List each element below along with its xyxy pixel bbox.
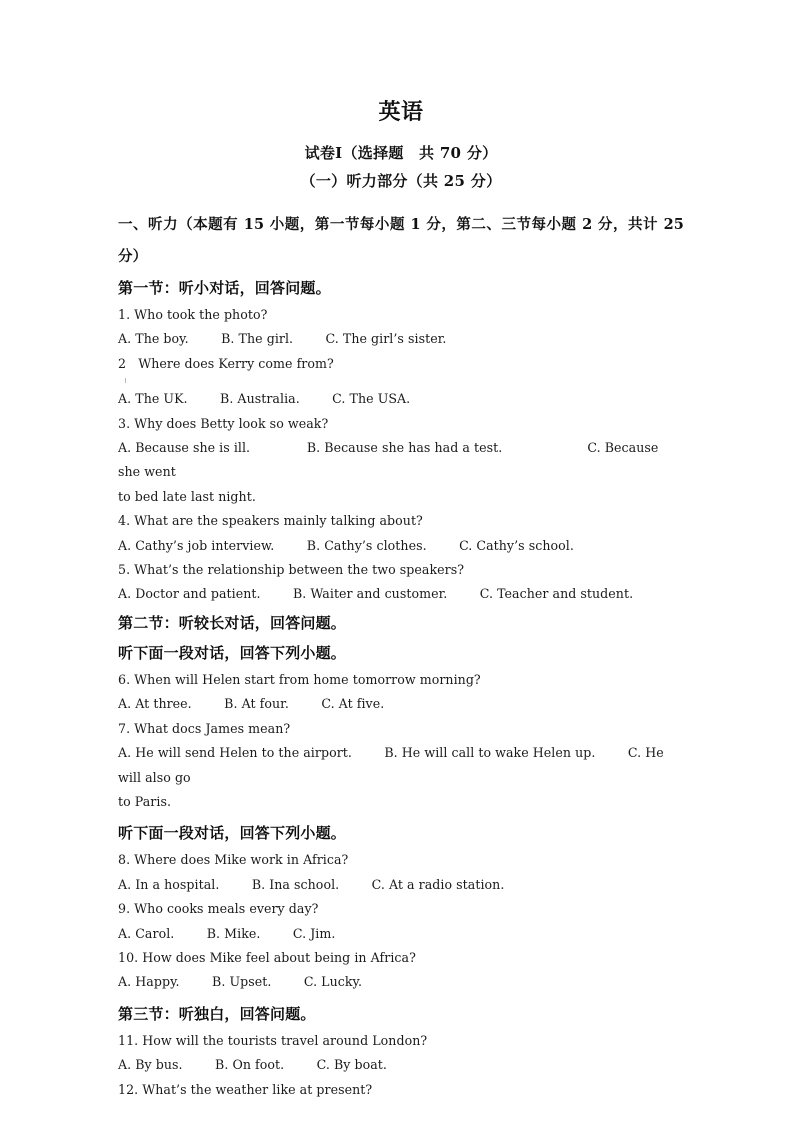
question-5-options: A. Doctor and patient. B. Waiter and customer. C. Teacher and student.: [118, 586, 634, 602]
question-5-stem: 5. What’s the relationship between the two speakers?: [118, 562, 465, 578]
question-6-stem: 6. When will Helen start from home tomorrow morning?: [118, 671, 481, 687]
question-8-stem: 8. Where does Mike work in Africa?: [118, 852, 349, 868]
question-8-options: A. In a hospital. B. Ina school. C. At a radio station.: [118, 876, 505, 892]
question-9-stem: 9. Who cooks meals every day?: [118, 901, 319, 917]
question-3-options-line-1: A. Because she is ill. B. Because she has had a test. C. Because she went: [118, 440, 663, 480]
page-content: [118, 0, 684, 1102]
page-title: 英语: [378, 99, 424, 125]
subtitle-listening-section: （一）听力部分（共 25 分）: [300, 172, 502, 190]
question-7-options-line-2: to Paris.: [118, 793, 172, 809]
listening-instructions: 一、听力（本题有 15 小题，第一节每小题 1 分，第二、三节每小题 2 分，共计 25 分）: [118, 216, 684, 265]
section-heading-part-3: 第三节：听独白，回答问题。: [118, 1004, 316, 1023]
dialogue-1-heading: 听下面一段对话，回答下列小题。: [118, 643, 347, 662]
subtitle-paper-part-one: 试卷Ⅰ（选择题 共 70 分）: [304, 144, 498, 162]
question-1-options: A. The boy. B. The girl. C. The girl’s sister.: [118, 331, 447, 347]
question-12-stem: 12. What’s the weather like at present?: [118, 1081, 373, 1097]
question-10-stem: 10. How does Mike feel about being in Africa?: [118, 949, 416, 965]
question-10-options: A. Happy. B. Upset. C. Lucky.: [118, 974, 363, 990]
question-2-options: A. The UK. B. Australia. C. The USA.: [118, 391, 411, 407]
question-11-options: A. By bus. B. On foot. C. By boat.: [118, 1057, 387, 1073]
question-4-stem: 4. What are the speakers mainly talking about?: [118, 513, 423, 529]
question-7-stem: 7. What docs James mean?: [118, 720, 291, 736]
question-1-stem: 1. Who took the photo?: [118, 307, 268, 322]
question-3-options-line-2: to bed late last night.: [118, 488, 256, 504]
question-4-options: A. Cathy’s job interview. B. Cathy’s clothes. C. Cathy’s school.: [118, 537, 574, 553]
scan-artifact-mark: [118, 376, 684, 387]
question-6-options: A. At three. B. At four. C. At five.: [118, 696, 385, 712]
question-7-options-line-1: A. He will send Helen to the airport. B. He will call to wake Helen up. C. He will also go: [118, 745, 668, 785]
question-2-stem: 2 Where does Kerry come from?: [118, 355, 334, 371]
section-heading-part-1: 第一节：听小对话，回答问题。: [118, 279, 331, 297]
section-heading-part-2: 第二节：听较长对话，回答问题。: [118, 613, 347, 632]
question-3-stem: 3. Why does Betty look so weak?: [118, 415, 329, 431]
question-9-options: A. Carol. B. Mike. C. Jim.: [118, 925, 336, 941]
question-11-stem: 11. How will the tourists travel around London?: [118, 1032, 428, 1048]
dialogue-2-heading: 听下面一段对话，回答下列小题。: [118, 824, 347, 843]
